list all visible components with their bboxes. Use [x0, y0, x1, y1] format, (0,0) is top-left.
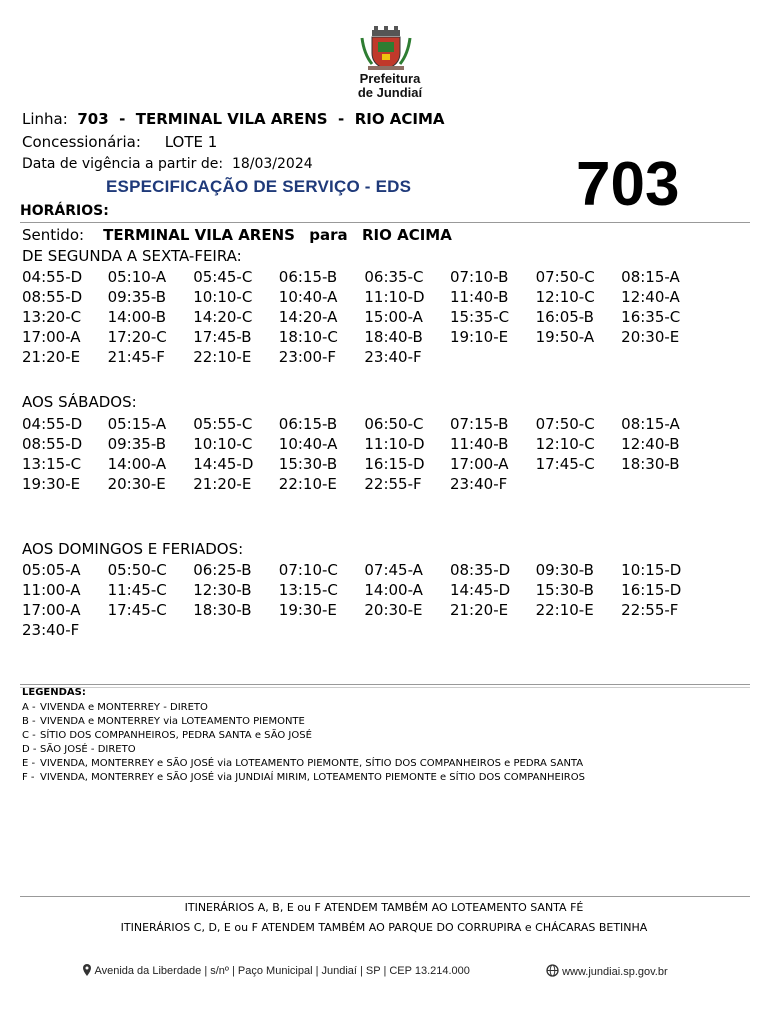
vigencia-value: 18/03/2024 — [231, 156, 313, 172]
legend-text: VIVENDA e MONTERREY via LOTEAMENTO PIEMONTE — [40, 716, 305, 727]
legend-code: F - — [22, 772, 35, 783]
legend-item-f — [22, 771, 585, 785]
schedule-time: 20:30-E — [621, 328, 680, 346]
schedule-time: 10:10-C — [193, 435, 253, 453]
schedule-time: 22:10-E — [535, 601, 594, 619]
schedule-time: 08:55-D — [22, 435, 83, 453]
schedule-time: 16:35-C — [621, 308, 681, 326]
schedule-time: 05:10-A — [107, 268, 167, 286]
legend-text: VIVENDA e MONTERREY - DIRETO — [40, 702, 208, 713]
schedule-time: 10:10-C — [193, 288, 253, 306]
linha-row — [22, 110, 445, 128]
legend-code: E - — [22, 758, 36, 769]
concessionaria-row — [22, 133, 217, 151]
schedule-time: 08:15-A — [621, 268, 680, 286]
prefeitura-line2: de Jundiaí — [357, 85, 423, 100]
schedule-time: 11:45-C — [107, 581, 167, 599]
itinerary-note-2: ITINERÁRIOS C, D, E ou F ATENDEM TAMBÉM AO PARQUE DO CORRUPIRA e CHÁCARAS BETINHA — [120, 921, 648, 934]
schedule-time: 22:10-E — [278, 475, 337, 493]
schedule-time: 06:15-B — [278, 415, 338, 433]
schedule-time: 06:25-B — [193, 561, 252, 579]
schedule-time: 21:20-E — [22, 348, 81, 366]
legend-list — [22, 701, 585, 785]
schedule-time: 14:20-C — [193, 308, 253, 326]
schedule-time: 15:30-B — [535, 581, 594, 599]
legend-code: D - — [22, 744, 37, 755]
itinerary-note-1: ITINERÁRIOS A, B, E ou F ATENDEM TAMBÉM AO LOTEAMENTO SANTA FÉ — [184, 901, 584, 914]
schedule-time: 14:00-B — [107, 308, 166, 326]
schedule-time: 23:00-F — [278, 348, 337, 366]
divider — [20, 687, 750, 688]
schedule-time: 23:40-F — [22, 621, 80, 639]
legend-item-d — [22, 743, 585, 757]
sentido-origin: TERMINAL VILA ARENS — [103, 226, 295, 244]
schedule-time: 19:30-E — [22, 475, 81, 493]
schedule-time: 21:45-F — [107, 348, 165, 366]
schedule-time: 05:05-A — [22, 561, 81, 579]
schedule-time: 13:20-C — [22, 308, 82, 326]
schedule-time: 20:30-E — [107, 475, 166, 493]
schedule-time: 15:30-B — [278, 455, 338, 473]
schedule-time: 23:40-F — [449, 475, 508, 493]
schedule-time: 14:00-A — [107, 455, 167, 473]
legend-item-b — [22, 715, 585, 729]
legend-code: A - — [22, 702, 36, 713]
schedule-time: 08:15-A — [621, 415, 680, 433]
schedule-time: 07:45-A — [364, 561, 423, 579]
schedule-time: 15:00-A — [364, 308, 423, 326]
vigencia-label: Data de vigência a partir de: — [22, 156, 224, 172]
schedule-time: 17:45-C — [535, 455, 595, 473]
prefeitura-name — [340, 72, 440, 100]
schedule-title-sunday: AOS DOMINGOS E FERIADOS: — [22, 540, 244, 558]
schedule-time: 12:30-B — [193, 581, 252, 599]
schedule-time: 15:35-C — [449, 308, 510, 326]
schedule-time: 18:30-B — [621, 455, 680, 473]
sentido-label: Sentido: — [22, 226, 85, 244]
website-link[interactable]: www.jundiai.sp.gov.br — [562, 966, 668, 978]
schedule-time: 13:15-C — [22, 455, 82, 473]
legend-item-a — [22, 701, 585, 715]
legend-text: VIVENDA, MONTERREY e SÃO JOSÉ via LOTEAMENTO PIEMONTE, SÍTIO DOS COMPANHEIROS e PEDRA SANTA — [40, 758, 584, 769]
schedule-time: 06:50-C — [364, 415, 424, 433]
schedule-time: 06:35-C — [364, 268, 424, 286]
divider — [20, 684, 750, 685]
schedule-time: 11:40-B — [449, 288, 509, 306]
divider — [20, 896, 750, 897]
schedule-time: 05:50-C — [107, 561, 167, 579]
schedule-time: 12:40-A — [621, 288, 680, 306]
schedule-time: 23:40-F — [364, 348, 422, 366]
schedule-time: 10:40-A — [278, 435, 338, 453]
schedule-time: 08:55-D — [22, 288, 83, 306]
schedule-time: 22:55-F — [364, 475, 422, 493]
schedule-time: 19:10-E — [449, 328, 509, 346]
schedule-time: 07:10-C — [278, 561, 338, 579]
schedule-time: 17:45-C — [107, 601, 167, 619]
schedule-time: 17:00-A — [22, 328, 81, 346]
divider — [20, 222, 750, 223]
schedule-time: 21:20-E — [193, 475, 252, 493]
legend-text: SÍTIO DOS COMPANHEIROS, PEDRA SANTA e SÃO JOSÉ — [40, 730, 312, 741]
legend-code: C - — [22, 730, 36, 741]
schedule-title-weekdays: DE SEGUNDA A SEXTA-FEIRA: — [22, 247, 242, 265]
schedule-grid-weekdays — [22, 267, 707, 367]
schedule-time: 12:10-C — [535, 435, 595, 453]
schedule-time: 09:35-B — [107, 435, 166, 453]
legend-item-e — [22, 757, 585, 771]
legend-item-c — [22, 729, 585, 743]
schedule-time: 16:15-D — [364, 455, 425, 473]
schedule-time: 14:45-D — [193, 455, 254, 473]
address-text: Avenida da Liberdade | s/nº | Paço Municipal | Jundiaí | SP | CEP 13.214.000 — [94, 965, 470, 977]
schedule-time: 14:45-D — [449, 581, 511, 599]
schedule-time: 21:20-E — [449, 601, 509, 619]
concessionaria-value: LOTE 1 — [164, 133, 218, 151]
schedule-time: 18:10-C — [278, 328, 338, 346]
sentido-dest: RIO ACIMA — [361, 226, 452, 244]
schedule-time: 19:50-A — [535, 328, 595, 346]
footer-address — [82, 964, 470, 977]
schedule-time: 08:35-D — [449, 561, 511, 579]
vigencia-row — [22, 156, 313, 172]
schedule-time: 11:10-D — [364, 288, 425, 306]
legend-title: LEGENDAS: — [22, 687, 86, 698]
eds-title: ESPECIFICAÇÃO DE SERVIÇO - EDS — [106, 177, 412, 196]
schedule-time: 18:40-B — [364, 328, 423, 346]
schedule-time: 11:40-B — [449, 435, 509, 453]
schedule-time: 16:15-D — [621, 581, 682, 599]
schedule-time: 07:15-B — [449, 415, 509, 433]
schedule-time: 22:10-E — [193, 348, 252, 366]
schedule-time: 14:00-A — [364, 581, 423, 599]
schedule-time: 17:20-C — [107, 328, 167, 346]
schedule-time: 17:00-A — [449, 455, 509, 473]
schedule-time: 05:15-A — [107, 415, 167, 433]
footer-website[interactable] — [546, 964, 668, 978]
schedule-time: 07:10-B — [449, 268, 509, 286]
schedule-time: 12:40-B — [621, 435, 680, 453]
schedule-time: 19:30-E — [278, 601, 337, 619]
schedule-grid-sunday — [22, 560, 707, 640]
linha-value: 703 - TERMINAL VILA ARENS - RIO ACIMA — [77, 110, 445, 128]
sentido-row — [22, 226, 452, 244]
schedule-time: 22:55-F — [621, 601, 679, 619]
concessionaria-label: Concessionária: — [22, 133, 141, 151]
schedule-time: 17:00-A — [22, 601, 81, 619]
schedule-grid-saturday — [22, 414, 707, 494]
schedule-time: 10:40-A — [278, 288, 338, 306]
schedule-time: 07:50-C — [535, 415, 595, 433]
schedule-time: 16:05-B — [535, 308, 594, 326]
schedule-time: 14:20-A — [278, 308, 338, 326]
schedule-time: 12:10-C — [535, 288, 595, 306]
schedule-time: 04:55-D — [22, 415, 83, 433]
location-pin-icon — [82, 964, 92, 976]
schedule-time: 20:30-E — [364, 601, 423, 619]
linha-label: Linha: — [22, 110, 68, 128]
schedule-time: 04:55-D — [22, 268, 83, 286]
schedule-time: 13:15-C — [278, 581, 338, 599]
legend-text: VIVENDA, MONTERREY e SÃO JOSÉ via JUNDIAÍ MIRIM, LOTEAMENTO PIEMONTE e SÍTIO DOS COMPANHEIROS — [40, 772, 585, 783]
schedule-title-saturday: AOS SÁBADOS: — [22, 393, 137, 411]
schedule-time: 09:35-B — [107, 288, 166, 306]
schedule-time: 05:55-C — [193, 415, 253, 433]
horarios-label: HORÁRIOS: — [20, 203, 109, 219]
schedule-time: 18:30-B — [193, 601, 252, 619]
schedule-time: 05:45-C — [193, 268, 253, 286]
schedule-time: 09:30-B — [535, 561, 594, 579]
globe-icon — [546, 964, 559, 977]
schedule-time: 17:45-B — [193, 328, 252, 346]
sentido-para: para — [309, 226, 348, 244]
legend-code: B - — [22, 716, 36, 727]
jundiai-crest-logo — [358, 24, 414, 72]
line-number: 703 — [576, 150, 680, 219]
legend-text: SÃO JOSÉ - DIRETO — [40, 744, 136, 755]
schedule-time: 06:15-B — [278, 268, 338, 286]
schedule-time: 11:10-D — [364, 435, 425, 453]
schedule-time: 10:15-D — [621, 561, 682, 579]
schedule-time: 11:00-A — [22, 581, 81, 599]
prefeitura-line1: Prefeitura — [359, 71, 421, 86]
schedule-time: 07:50-C — [535, 268, 595, 286]
